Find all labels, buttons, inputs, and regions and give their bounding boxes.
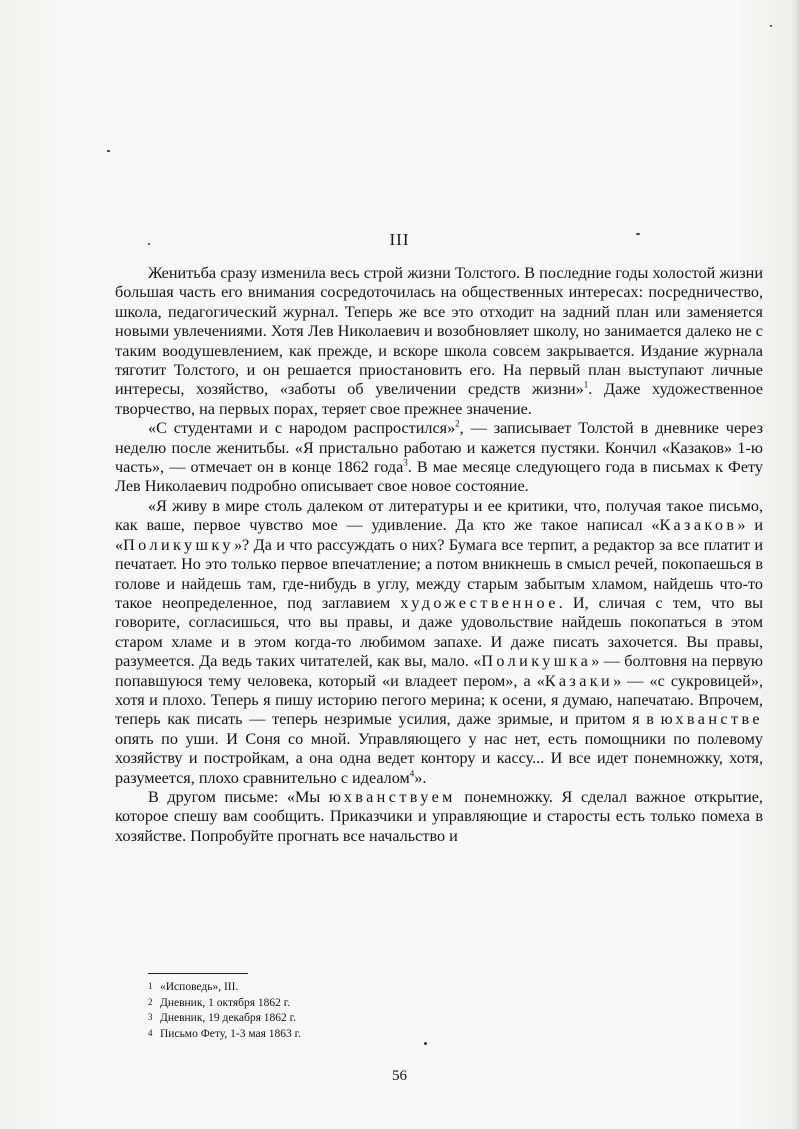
footnote-item (148, 1027, 548, 1043)
spaced-emphasis: юхванствуем (328, 787, 456, 806)
text-run: ». (414, 768, 427, 787)
text-run: В другом письме: «Мы (148, 787, 329, 806)
footnote-number: 2 (148, 996, 153, 1007)
scan-speck (770, 25, 772, 27)
chapter-heading: III (389, 230, 410, 249)
body-text (115, 264, 763, 846)
footnote-item (148, 996, 548, 1012)
scan-speck (107, 150, 110, 152)
text-run: опять по уши. И Соня со мной. Управляющего у нас нет, есть помощники по полевому хозяйству и постройкам, а она одна ведет контору и кассу... И все идет понемножку, хотя, разумеется, плохо сравнительно с идеалом (115, 729, 763, 787)
text-run: »? Да и что рассуждать о них? Бумага все терпит, а редактор за все платит и печатает. Но это только первое впечатление; а потом вникнешь в смысл речей, покопаешься в голове и найдешь там, где-нибудь в углу, между старым забытым хламом, найдешь что-то такое неопределенное, под заглавием (115, 535, 763, 612)
text-run: понемножку. Я сделал важное открытие, которое спешу вам сообщить. Приказчики и управляющие и старосты есть только помеха в хозяйстве. Попробуйте прогнать все начальство и (115, 787, 763, 845)
footnote-item (148, 1011, 548, 1027)
spaced-emphasis: Казаков (659, 516, 738, 535)
footnote-ref: 1 (583, 380, 589, 391)
page-number: 56 (392, 1068, 407, 1084)
page-edge-shadow (793, 0, 799, 1129)
text-run: , — записывает Толстой в дневнике через неделю после женитьбы. «Я пристально работаю и кажется пустяки. Кончил «Казаков» 1-ю часть», — отмечает он в конце 1862 года (115, 419, 764, 477)
text-run: «Я живу в мире столь далеком от литературы и ее критики, что, получая такое письмо, как ваше, первое чувство мое — удивление. Да кто же такое написал « (115, 496, 763, 535)
spaced-emphasis: юхванстве (660, 710, 763, 729)
spaced-emphasis: Поликушку (123, 535, 234, 554)
footnote-text: Дневник, 1 октября 1862 г. (160, 996, 291, 1009)
text-run: » — болтовня на первую попавшуюся тему человека, который «и владеет пером», а « (115, 652, 763, 690)
spaced-emphasis: Поликушка (481, 652, 592, 671)
footnote-text: «Исповедь», III. (160, 981, 239, 993)
text-run: . В мае месяце следующего года в письмах к Фету Лев Николаевич подробно описывает свое новое состояние. (115, 458, 763, 496)
footnote-number: 4 (148, 1027, 153, 1038)
footnote-number: 1 (148, 981, 153, 991)
spaced-emphasis: художественное (400, 593, 559, 612)
text-run: Женитьба сразу изменила весь строй жизни Толстого. В последние годы холостой жизни большая часть его внимания сосредоточилась на общественных интересах: посредничество, школа, педагогический журнал. Теперь же все это отходит на задний план или заменяется новыми увлечениями. Хотя Лев Николаевич и возобновляет школу, но занимается далеко не с таким воодушевлением, как прежде, и вскоре школа совсем закрывается. Издание журнала тяготит Толстого, и он решается приостановить его. На первый план выступают личные интересы, хозяйство, «заботы об увеличении средств жизни» (115, 264, 763, 399)
footnote-text: Дневник, 19 декабря 1862 г. (160, 1012, 296, 1024)
footnote-divider (148, 973, 248, 974)
text-run: » и « (115, 516, 763, 554)
text-run: . Даже художественное творчество, на первых порах, теряет свое прежнее значение. (115, 380, 763, 418)
scan-speck (424, 1042, 427, 1045)
footnote-ref: 3 (403, 457, 408, 468)
text-run: » — «с сукровицей», хотя и плохо. Теперь я пишу историю пегого мерина; к осени, я думаю, напечатаю. Впрочем, теперь как писать — теперь незримые усилия, даже зримые, и притом я в (115, 671, 763, 729)
footnote-ref: 2 (455, 418, 460, 429)
text-run: «С студентами и с народом распростился» (148, 419, 456, 438)
footnote-ref: 4 (409, 768, 415, 779)
paragraph (115, 497, 763, 788)
spaced-emphasis: Казаки (544, 671, 614, 690)
footnote-number: 3 (148, 1012, 153, 1022)
text-run: . И, сличая с тем, что вы говорите, согласишься, что вы правы, и даже удовольствие найдешь покопаться в этом старом хламе и в этом когда-то любимом запахе. И даже писать захочется. Вы правы, разумеется. Да ведь таких читателей, как вы, мало. « (115, 593, 763, 671)
paragraph (115, 264, 763, 419)
paragraph (115, 419, 763, 497)
footnote-item (148, 980, 548, 996)
paragraph (115, 788, 763, 846)
footnotes (148, 980, 548, 1042)
footnote-text: Письмо Фету, 1-3 мая 1863 г. (160, 1027, 301, 1040)
